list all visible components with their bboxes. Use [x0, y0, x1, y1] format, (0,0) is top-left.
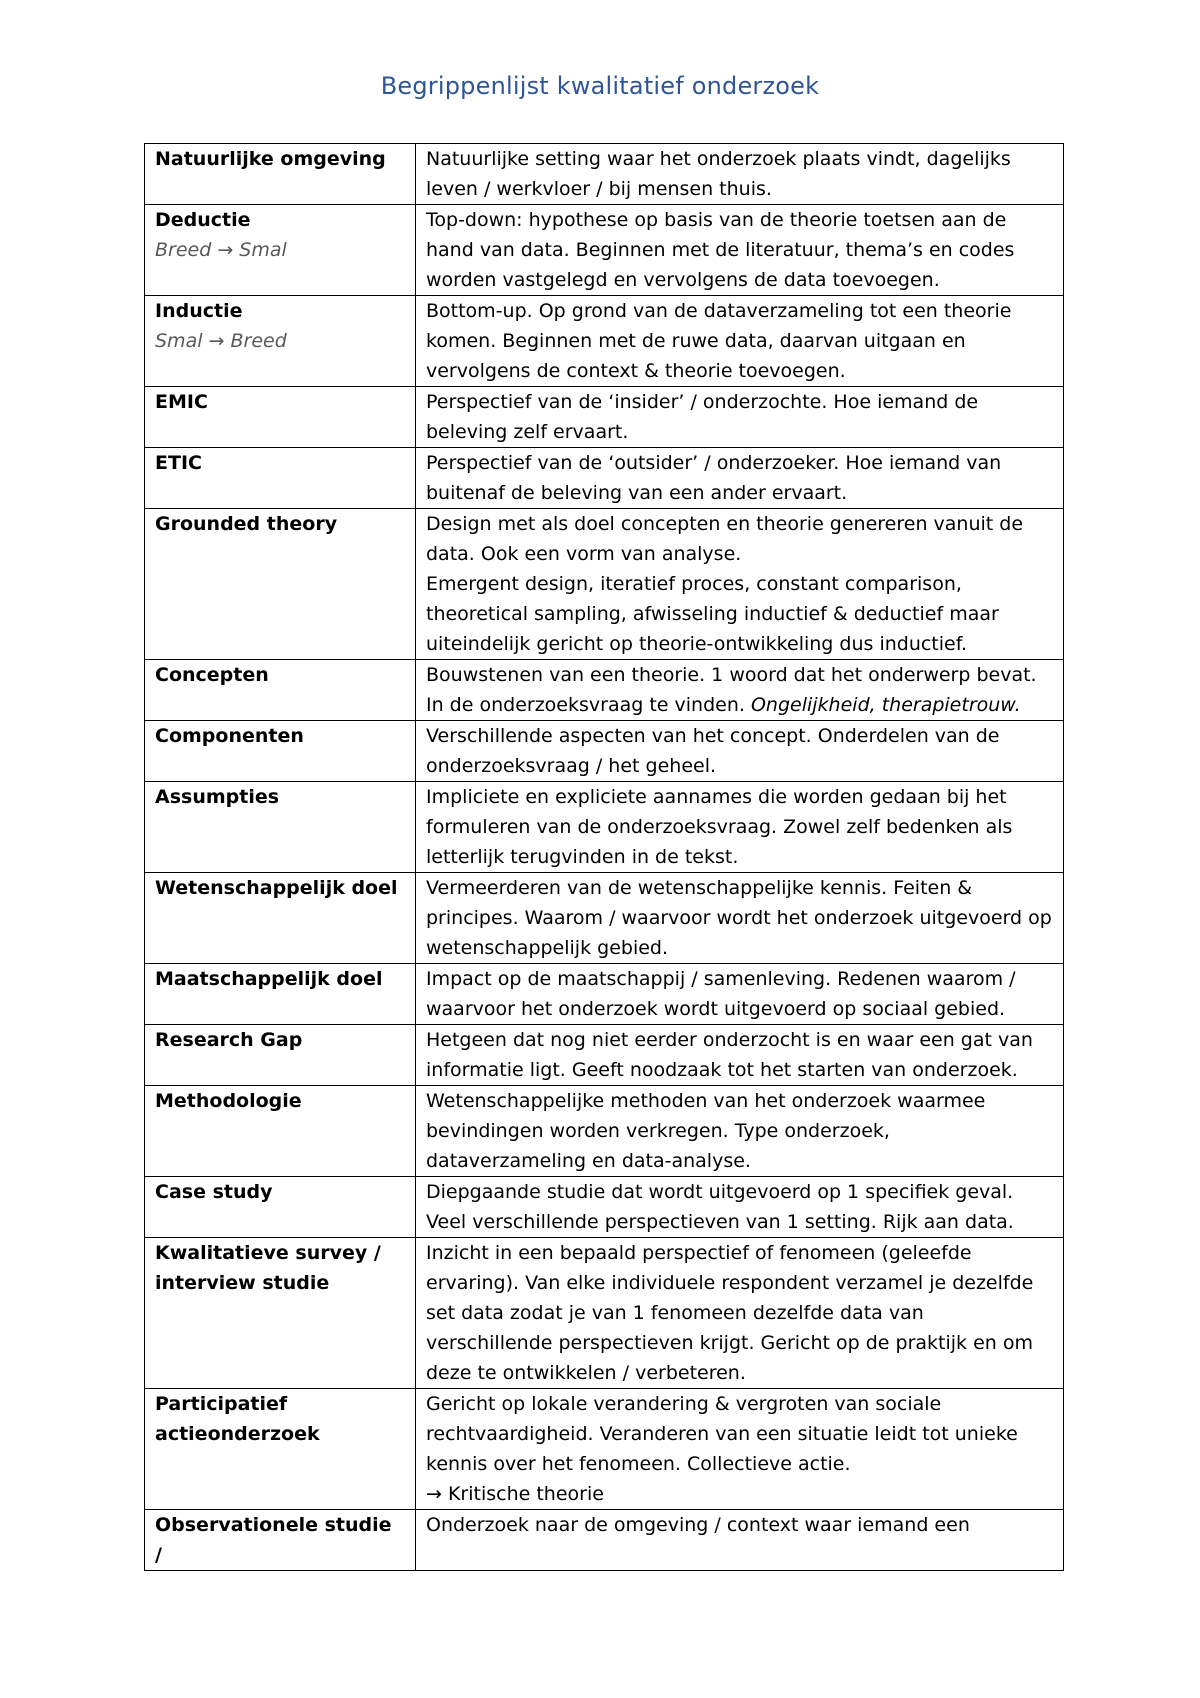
- table-row: [145, 144, 1064, 205]
- table-row: [145, 1510, 1064, 1571]
- definition-text: Vermeerderen van de wetenschappelijke kennis. Feiten & principes. Waarom / waarvoor wordt het onderzoek uitgevoerd op wetenschappelijk gebied.: [426, 877, 1052, 959]
- table-row: [145, 1025, 1064, 1086]
- definition-cell: [416, 873, 1064, 964]
- table-row: [145, 1177, 1064, 1238]
- definition-cell: [416, 448, 1064, 509]
- definition-cell: [416, 964, 1064, 1025]
- term-label: Componenten: [155, 725, 304, 747]
- term-label: Inductie: [155, 300, 243, 322]
- term-label: Deductie: [155, 209, 251, 231]
- definition-cell: [416, 721, 1064, 782]
- term-cell: [145, 1389, 416, 1510]
- definition-cell: [416, 1086, 1064, 1177]
- definition-cell: [416, 205, 1064, 296]
- term-label: Participatief actieonderzoek: [155, 1393, 320, 1445]
- definition-text: Bottom-up. Op grond van de dataverzameling tot een theorie komen. Beginnen met de ruwe data, daarvan uitgaan en vervolgens de context & theorie toevoegen.: [426, 300, 1012, 382]
- definition-text: Design met als doel concepten en theorie genereren vanuit de data. Ook een vorm van analyse.: [426, 513, 1024, 565]
- term-cell: [145, 660, 416, 721]
- table-row: [145, 964, 1064, 1025]
- definition-text: Diepgaande studie dat wordt uitgevoerd op 1 specifiek geval. Veel verschillende perspectieven van 1 setting. Rijk aan data.: [426, 1181, 1014, 1233]
- term-cell: [145, 448, 416, 509]
- term-label: EMIC: [155, 391, 208, 413]
- definition-text: Impact op de maatschappij / samenleving. Redenen waarom / waarvoor het onderzoek wordt uitgevoerd op sociaal gebied.: [426, 968, 1016, 1020]
- definition-cell: [416, 782, 1064, 873]
- definition-cell: [416, 387, 1064, 448]
- term-direction: Breed → Smal: [155, 239, 287, 261]
- term-label: ETIC: [155, 452, 202, 474]
- glossary-table: [144, 143, 1064, 1571]
- term-cell: [145, 387, 416, 448]
- term-label: Concepten: [155, 664, 269, 686]
- definition-text: Top-down: hypothese op basis van de theorie toetsen aan de hand van data. Beginnen met de literatuur, thema’s en codes worden vastgelegd en vervolgens de data toevoegen.: [426, 209, 1015, 291]
- definition-text: Gericht op lokale verandering & vergroten van sociale rechtvaardigheid. Veranderen van een situatie leidt tot unieke kennis over het fenomeen. Collectieve actie.: [426, 1393, 1018, 1475]
- definition-cell: [416, 1389, 1064, 1510]
- table-row: [145, 1086, 1064, 1177]
- term-cell: [145, 873, 416, 964]
- term-cell: [145, 1510, 416, 1571]
- term-cell: [145, 782, 416, 873]
- definition-cell: [416, 1025, 1064, 1086]
- table-row: [145, 387, 1064, 448]
- term-cell: [145, 721, 416, 782]
- definition-text: Bouwstenen van een theorie. 1 woord dat het onderwerp bevat. In de onderzoeksvraag te vinden.: [426, 664, 1037, 716]
- term-label: Natuurlijke omgeving: [155, 148, 386, 170]
- definition-cell: [416, 1510, 1064, 1571]
- term-label: Kwalitatieve survey / interview studie: [155, 1242, 381, 1294]
- definition-cell: [416, 1177, 1064, 1238]
- definition-text: Inzicht in een bepaald perspectief of fenomeen (geleefde ervaring). Van elke individuele respondent verzamel je dezelfde set data zodat je van 1 fenomeen dezelfde data van verschillende perspectieven krijgt. Gericht op de praktijk en om deze te ontwikkelen / verbeteren.: [426, 1242, 1034, 1384]
- table-row: [145, 1238, 1064, 1389]
- term-label: Grounded theory: [155, 513, 338, 535]
- definition-text: Hetgeen dat nog niet eerder onderzocht is en waar een gat van informatie ligt. Geeft noodzaak tot het starten van onderzoek.: [426, 1029, 1033, 1081]
- term-cell: [145, 964, 416, 1025]
- term-label: Methodologie: [155, 1090, 302, 1112]
- term-label: Assumpties: [155, 786, 280, 808]
- table-row: [145, 782, 1064, 873]
- term-cell: [145, 1238, 416, 1389]
- definition-cell: [416, 1238, 1064, 1389]
- term-cell: [145, 509, 416, 660]
- definition-text: Onderzoek naar de omgeving / context waar iemand een: [426, 1514, 970, 1536]
- term-cell: [145, 296, 416, 387]
- table-row: [145, 296, 1064, 387]
- definition-text-extra: → Kritische theorie: [426, 1483, 604, 1505]
- document-title: Begrippenlijst kwalitatief onderzoek: [380, 72, 820, 100]
- table-row: [145, 448, 1064, 509]
- term-label: Case study: [155, 1181, 273, 1203]
- term-label: Research Gap: [155, 1029, 303, 1051]
- term-label: Observationele studie /: [155, 1514, 392, 1566]
- table-row: [145, 660, 1064, 721]
- definition-text: Perspectief van de ‘insider’ / onderzochte. Hoe iemand de beleving zelf ervaart.: [426, 391, 979, 443]
- table-row: [145, 205, 1064, 296]
- definition-example: Ongelijkheid, therapietrouw.: [750, 694, 1021, 716]
- term-cell: [145, 144, 416, 205]
- definition-text: Impliciete en expliciete aannames die worden gedaan bij het formuleren van de onderzoeksvraag. Zowel zelf bedenken als letterlijk terugvinden in de tekst.: [426, 786, 1013, 868]
- definition-text: Perspectief van de ‘outsider’ / onderzoeker. Hoe iemand van buitenaf de beleving van een ander ervaart.: [426, 452, 1002, 504]
- term-cell: [145, 205, 416, 296]
- term-direction: Smal → Breed: [155, 330, 287, 352]
- term-cell: [145, 1177, 416, 1238]
- definition-cell: [416, 144, 1064, 205]
- table-row: [145, 721, 1064, 782]
- term-label: Wetenschappelijk doel: [155, 877, 398, 899]
- definition-text-extra: Emergent design, iteratief proces, constant comparison, theoretical sampling, afwisseling inductief & deductief maar uiteindelijk gericht op theorie-ontwikkeling dus inductief.: [426, 573, 999, 655]
- term-cell: [145, 1086, 416, 1177]
- term-cell: [145, 1025, 416, 1086]
- term-label: Maatschappelijk doel: [155, 968, 383, 990]
- table-row: [145, 509, 1064, 660]
- definition-text: Verschillende aspecten van het concept. Onderdelen van de onderzoeksvraag / het geheel.: [426, 725, 1000, 777]
- table-row: [145, 1389, 1064, 1510]
- table-row: [145, 873, 1064, 964]
- definition-cell: [416, 509, 1064, 660]
- definition-cell: [416, 296, 1064, 387]
- definition-cell: [416, 660, 1064, 721]
- definition-text: Natuurlijke setting waar het onderzoek plaats vindt, dagelijks leven / werkvloer / bij mensen thuis.: [426, 148, 1011, 200]
- definition-text: Wetenschappelijke methoden van het onderzoek waarmee bevindingen worden verkregen. Type onderzoek, dataverzameling en data-analyse.: [426, 1090, 986, 1172]
